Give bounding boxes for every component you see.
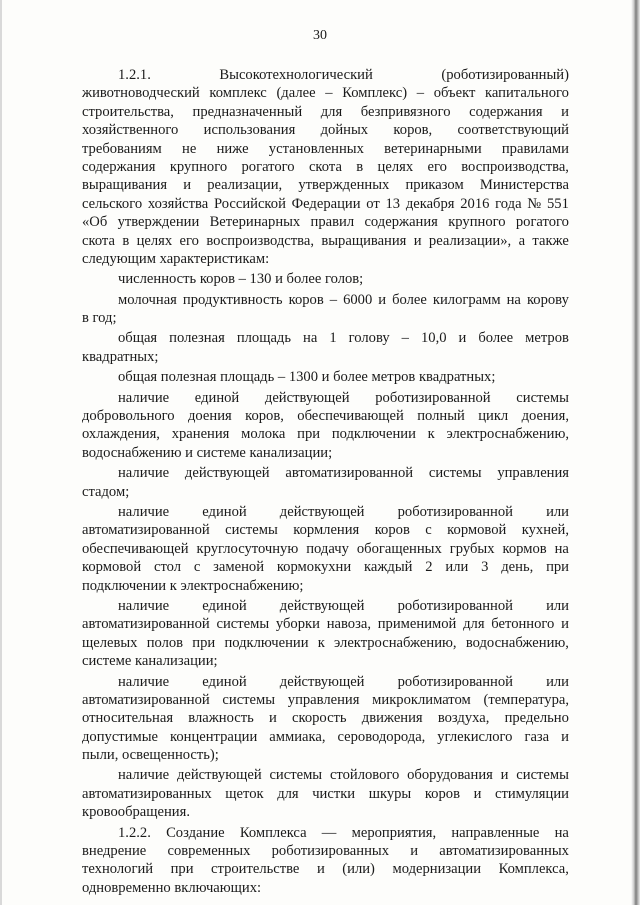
text-line: строительства, предназначенный для безпривязного содержания и: [82, 103, 569, 120]
text-line: водоснабжению и системе канализации;: [82, 444, 333, 461]
document-body: [82, 66, 569, 897]
text-line: относительная влажность и скорость движения воздуха, предельно: [82, 710, 569, 727]
text-line: автоматизированных щеток для чистки шкуры коров и стимуляции: [82, 785, 569, 802]
text-line: обеспечивающей круглосуточную подачу обогащенных грубых кормов на: [82, 540, 569, 557]
text-line: подключении к электроснабжению;: [82, 577, 304, 594]
paragraph: [82, 464, 569, 501]
text-line: автоматизированной системы кормления коров с кормовой кухней,: [82, 522, 569, 539]
text-line: наличие единой действующей роботизированной или: [118, 597, 569, 614]
text-line: 1.2.2. Создание Комплекса — мероприятия, направленные на: [118, 824, 569, 841]
paragraph: [82, 270, 569, 288]
paragraph: [82, 368, 569, 386]
paragraph: [82, 329, 569, 366]
text-line: наличие действующей автоматизированной системы управления: [118, 465, 569, 482]
text-line: следующим характеристикам:: [82, 250, 270, 267]
paragraph: [82, 291, 569, 328]
text-line: стадом;: [82, 483, 130, 500]
paragraph: [82, 66, 569, 268]
text-line: системе канализации;: [82, 653, 218, 670]
text-line: сельского хозяйства Российской Федерации от 13 декабря 2016 года № 551: [82, 195, 569, 212]
text-line: наличие единой действующей роботизированной системы: [118, 389, 569, 406]
text-line: добровольного доения коров, обеспечивающей полный цикл доения,: [82, 408, 569, 425]
paragraph: [82, 503, 569, 595]
text-line: одновременно включающих:: [82, 879, 262, 896]
text-line: кровообращения.: [82, 804, 190, 821]
text-line: хозяйственного использования дойных коров, соответствующий: [82, 122, 569, 139]
text-line: животноводческий комплекс (далее – Комплекс) – объект капитального: [82, 85, 569, 102]
paragraph: [82, 673, 569, 765]
paragraph: [82, 597, 569, 671]
text-line: технологий при строительстве и (или) модернизации Комплекса,: [82, 861, 569, 878]
text-line: автоматизированной системы управления микроклиматом (температура,: [82, 691, 569, 708]
text-line: содержания крупного рогатого скота в целях его воспроизводства,: [82, 158, 569, 175]
text-line: квадратных;: [82, 348, 159, 365]
text-line: внедрение современных роботизированных и автоматизированных: [82, 843, 569, 860]
text-line: требованиям не ниже установленных ветеринарными правилами: [82, 140, 569, 157]
text-line: общая полезная площадь – 1300 и более метров квадратных;: [118, 369, 496, 386]
scan-left-edge: [0, 0, 2, 905]
text-line: общая полезная площадь на 1 голову – 10,0 и более метров: [118, 330, 569, 347]
text-line: наличие единой действующей роботизированной или: [118, 503, 569, 520]
text-line: автоматизированной системы уборки навоза, применимой для бетонного и: [82, 616, 569, 633]
text-line: кормовой стол с заменой кормокухни каждый 2 или 3 день, при: [82, 559, 569, 576]
text-line: 1.2.1. Высокотехнологический (роботизированный): [118, 67, 569, 83]
text-line: пыли, освещенность);: [82, 747, 219, 764]
text-line: «Об утверждении Ветеринарных правил содержания крупного рогатого: [82, 214, 569, 231]
paragraph: [82, 824, 569, 898]
text-line: численность коров – 130 и более голов;: [118, 271, 364, 288]
text-line: щелевых полов при подключении к электроснабжению, водоснабжению,: [82, 634, 569, 651]
paragraph: [82, 389, 569, 463]
text-line: в год;: [82, 310, 117, 327]
text-line: молочная продуктивность коров – 6000 и более килограмм на корову: [118, 291, 569, 308]
text-line: скота в целях его воспроизводства, выращивания и реализации», а также: [82, 232, 569, 249]
page-number: 30: [313, 28, 327, 43]
paragraph: [82, 766, 569, 821]
text-line: наличие действующей системы стойлового оборудования и системы: [118, 767, 569, 784]
text-line: допустимые концентрации аммиака, сероводорода, углекислого газа и: [82, 728, 569, 745]
text-line: наличие единой действующей роботизированной или: [118, 673, 569, 690]
text-line: выращивания и реализации, утвержденных приказом Министерства: [82, 177, 569, 194]
text-line: охлаждения, хранения молока при подключении к электроснабжению,: [82, 426, 569, 443]
scan-right-edge: [631, 0, 640, 905]
